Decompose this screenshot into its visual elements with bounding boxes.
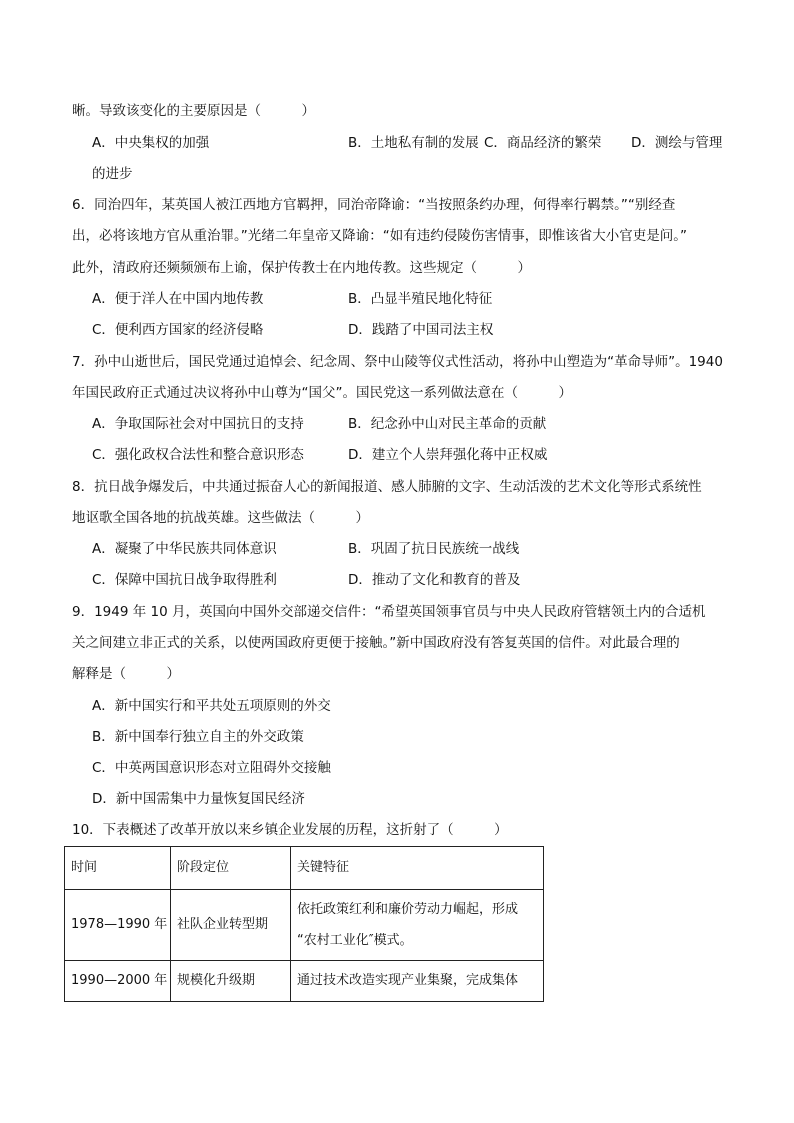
q8-option-d: D．推动了文化和教育的普及 [348, 572, 521, 588]
q6-option-c: C．便利西方国家的经济侵略 [92, 322, 264, 338]
q9-stem-line3: 解释是（ ） [72, 666, 180, 682]
q6-option-d: D．践踏了中国司法主权 [348, 322, 494, 338]
q7-option-b: B．纪念孙中山对民主革命的贡献 [348, 416, 547, 432]
table-header-feature: 关键特征 [291, 847, 544, 890]
q8-stem-line1: 8．抗日战争爆发后，中共通过振奋人心的新闻报道、感人肺腑的文字、生动活泼的艺术文化等形式系统性 [72, 479, 702, 495]
q7-option-c: C．强化政权合法性和整合意识形态 [92, 447, 304, 463]
q8-option-b: B．巩固了抗日民族统一战线 [348, 541, 520, 557]
q5-option-b: B．土地私有制的发展 [348, 135, 479, 151]
q6-option-b: B．凸显半殖民地化特征 [348, 291, 493, 307]
q7-option-d: D．建立个人崇拜强化蒋中正权威 [348, 447, 548, 463]
table-row [65, 961, 544, 1002]
q5-option-c: C．商品经济的繁荣 [484, 135, 602, 151]
q6-stem-line3: 此外，清政府还频频颁布上谕，保护传教士在内地传教。这些规定（ ） [72, 260, 531, 276]
q8-option-a: A．凝聚了中华民族共同体意识 [92, 541, 277, 557]
table-cell-stage: 社队企业转型期 [171, 890, 291, 961]
table-cell-feature-line2: “农村工业化″模式。 [297, 933, 413, 948]
q7-stem-line1: 7．孙中山逝世后，国民党通过追悼会、纪念周、祭中山陵等仪式性活动，将孙中山塑造为“革命导师”。1940 [72, 354, 723, 370]
table-cell-time: 1978—1990 年 [65, 890, 171, 961]
q10-stem: 10．下表概述了改革开放以来乡镇企业发展的历程，这折射了（ ） [72, 822, 508, 838]
q9-option-c: C．中英两国意识形态对立阻碍外交接触 [92, 760, 331, 776]
table-cell-stage: 规模化升级期 [171, 961, 291, 1002]
q9-option-a: A．新中国实行和平共处五项原则的外交 [92, 698, 331, 714]
q5-stem-tail: 晰。导致该变化的主要原因是（ ） [72, 103, 315, 119]
q5-option-a: A．中央集权的加强 [92, 135, 210, 151]
q6-option-a: A．便于洋人在中国内地传教 [92, 291, 264, 307]
table-header-row [65, 847, 544, 890]
q9-stem-line1: 9．1949 年 10 月，英国向中国外交部递交信件：“希望英国领事官员与中央人民政府管辖领土内的合适机 [72, 604, 706, 620]
q5-option-d: D．测绘与管理 [631, 135, 723, 151]
q8-stem-line2: 地讴歌全国各地的抗战英雄。这些做法（ ） [72, 510, 369, 526]
q7-option-a: A．争取国际社会对中国抗日的支持 [92, 416, 304, 432]
q5-option-d-cont: 的进步 [92, 166, 133, 182]
q9-stem-line2: 关之间建立非正式的关系，以使两国政府更便于接触。”新中国政府没有答复英国的信件。对此最合理的 [72, 635, 680, 651]
table-cell-feature-line1: 依托政策红利和廉价劳动力崛起，形成 [297, 902, 519, 917]
q9-option-d: D．新中国需集中力量恢复国民经济 [92, 791, 305, 807]
q8-option-c: C．保障中国抗日战争取得胜利 [92, 572, 277, 588]
table-row [65, 890, 544, 961]
q7-stem-line2: 年国民政府正式通过决议将孙中山尊为“国父”。国民党这一系列做法意在（ ） [72, 385, 572, 401]
table-cell-feature [291, 890, 544, 961]
table-header-time: 时间 [65, 847, 171, 890]
q9-option-b: B．新中国奉行独立自主的外交政策 [92, 729, 304, 745]
table-cell-feature: 通过技术改造实现产业集聚，完成集体 [291, 961, 544, 1002]
q10-table [64, 846, 544, 1002]
q6-stem-line1: 6．同治四年，某英国人被江西地方官羁押，同治帝降谕：“当按照条约办理，何得率行羁禁。”“别经查 [72, 197, 676, 213]
table-header-stage: 阶段定位 [171, 847, 291, 890]
table-cell-time: 1990—2000 年 [65, 961, 171, 1002]
q6-stem-line2: 出，必将该地方官从重治罪。”光绪二年皇帝又降谕：“如有违约侵陵伤害情事，即惟该省大小官吏是问。” [72, 228, 687, 244]
